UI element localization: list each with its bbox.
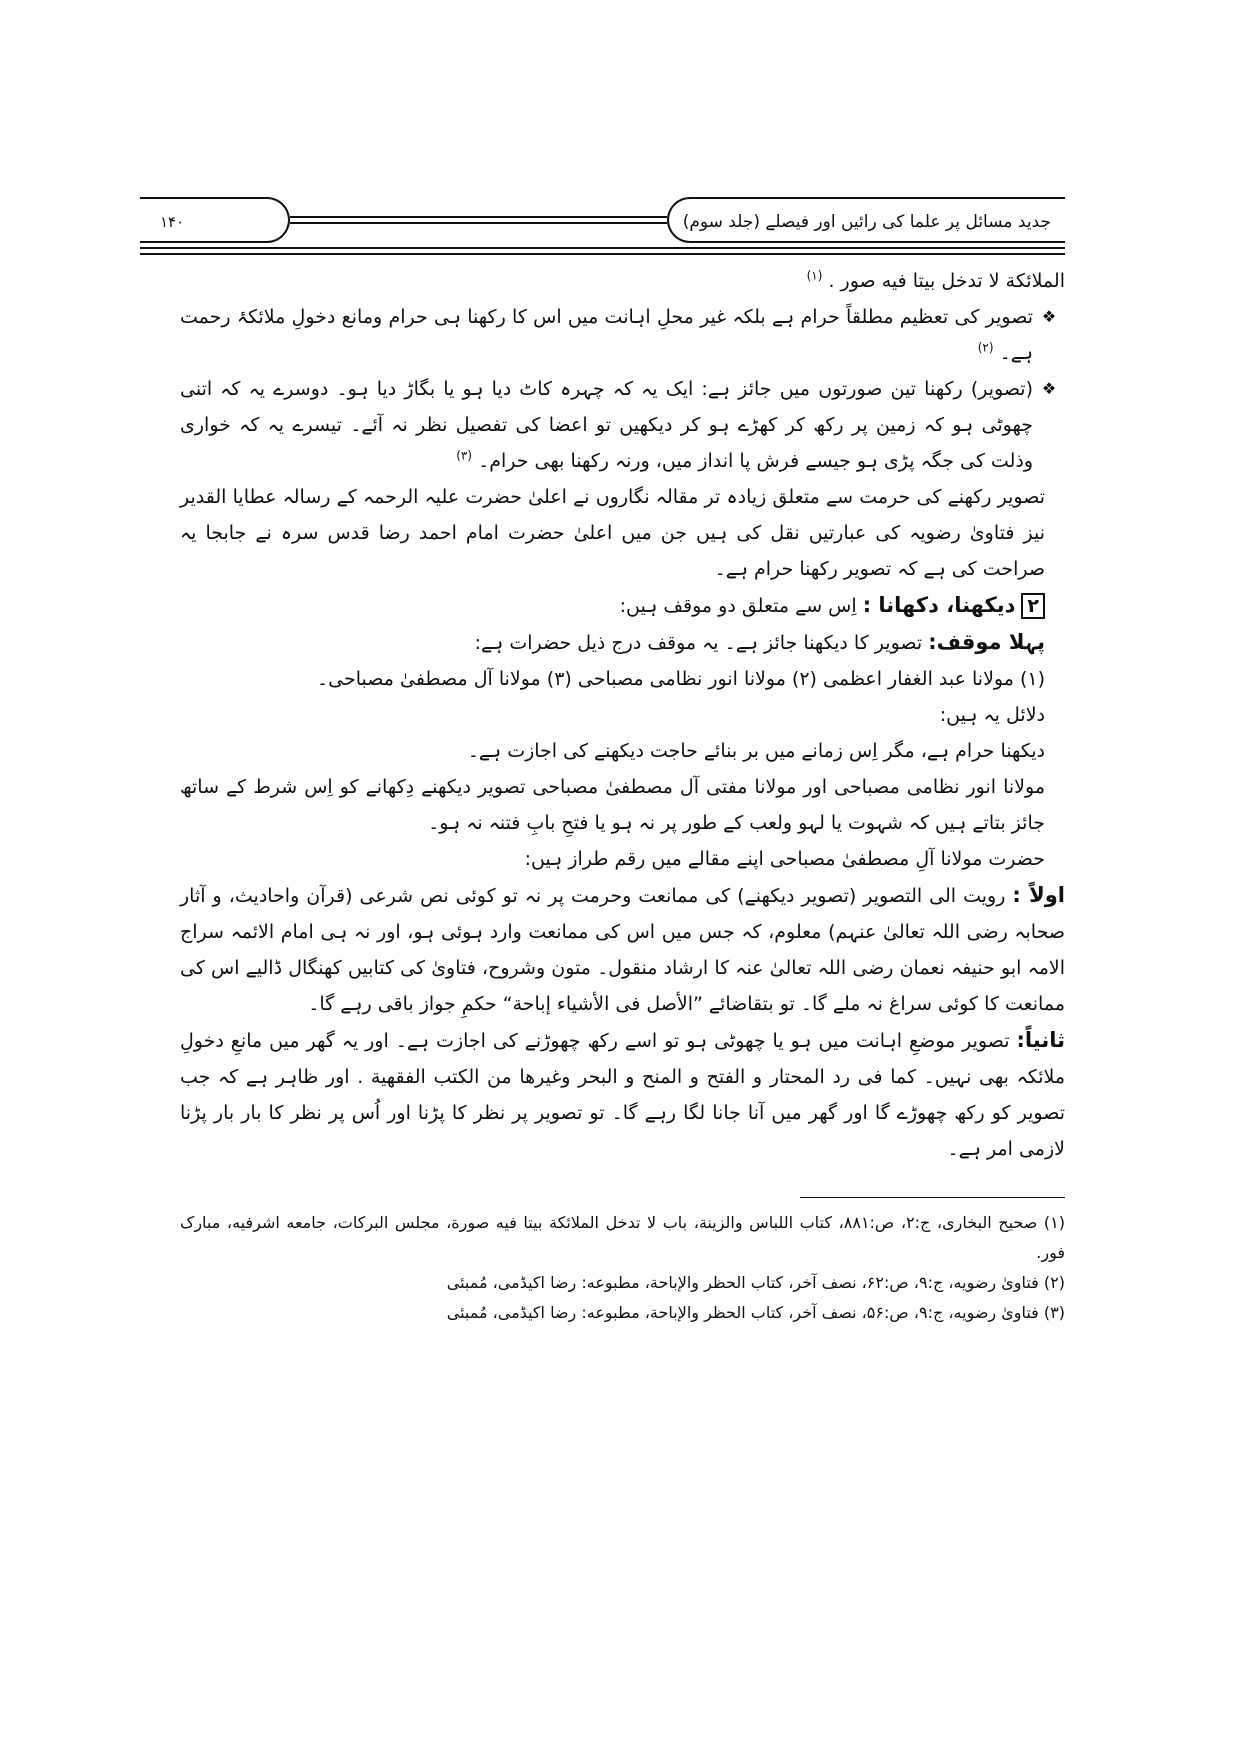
text: جب تصویر کو رکھ چھوڑے گا اور گھر میں آنا جانا لگا رہے گا۔ تو تصویر پر نظر کا پڑنا اور اُس پر نظر کا بار بار پڑنا لازمی امر ہے۔ [180, 1066, 1065, 1160]
arabic-quote: الملائکة لا تدخل بيتا فيه صور . [828, 270, 1065, 292]
footnote: (۳) فتاویٰ رضویه، ج:۹، ص:۵۶، نصف آخر، کتاب الحظر والإباحة، مطبوعه: رضا اکیڈمی، مُمبئی [446, 1303, 1065, 1322]
heading-text: اِس سے متعلق دو موقف ہیں: [619, 595, 857, 617]
text: آثار صحابہ رضی اللہ تعالیٰ عنہم) معلوم، کہ جس میں اس کی ممانعت وارد ہوئی ہو، اور نہ ہی امام الائمہ سراج الامہ ابو حنیفہ نعمان رضی اللہ تعالیٰ عنہ کا [180, 885, 1065, 979]
text: کی عبارتیں نقل کی ہیں جن میں اعلیٰ حضرت امام احمد رضا قدس سرہ نے جابجا یہ صراحت کی ہے کہ تصویر رکھنا حرام ہے۔ [180, 522, 1045, 580]
diamond-bullet-icon: ❖ [1041, 379, 1057, 398]
footnote [180, 1208, 1065, 1268]
subheading-title: پہلا موقف: [928, 630, 1045, 654]
body-text [180, 263, 1065, 1167]
point-title: ثانیاً: [1016, 1028, 1065, 1052]
running-header [140, 197, 1065, 243]
text: شہوت یا لہو ولعب کے طور پر نہ ہو یا فتحِ بابِ فتنہ نہ ہو۔ [428, 812, 903, 834]
text-line: دیکھنا حرام ہے، مگر اِس زمانے میں بر بنائے حاجت دیکھنے کی اجازت ہے۔ [467, 740, 1045, 762]
running-header-title: جدید مسائل پر علما کی رائیں اور فیصلے (جلد سوم) [667, 197, 1065, 243]
text: تصویر موضعِ اہانت میں ہو یا چھوٹی ہو تو اسے رکھ چھوڑنے کی اجازت ہے۔ اور یہ گھر میں مانعِ دخولِ ملائکہ بھی [180, 1030, 1065, 1088]
subheading [180, 624, 1065, 661]
diamond-bullet-icon: ❖ [1041, 307, 1057, 326]
text: نہیں۔ کما فی رد المحتار و الفتح و المنح و البحر وغیرها من الکتب الفقهية . اور ظاہر ہے کہ [218, 1066, 972, 1088]
text: مولانا انور نظامی مصباحی اور مولانا مفتی آل مصطفیٰ مصباحی تصویر دیکھنے دِکھانے کو اِس شرط کے ساتھ جائز بتاتے ہیں کہ [180, 776, 1045, 834]
footnote-separator [800, 1197, 1065, 1198]
text: (۱) صحيح البخاری، ج:۲، ص:۸۸۱، کتاب اللباس والزينة، باب لا تدخل الملائکة بيتا فيه صورة، [446, 1213, 1066, 1232]
text: مجلس البرکات، جامعه اشرفيه، مبارک فور. [180, 1213, 1065, 1262]
point-title: اولاً : [1012, 883, 1065, 907]
text: فرش پا انداز میں، ورنہ رکھنا بھی حرام۔ [478, 450, 800, 472]
footnote: (۲) فتاویٰ رضویه، ج:۹، ص:۶۲، نصف آخر، کتاب الحظر والإباحة، مطبوعه: رضا اکیڈمی، مُمبئی [446, 1273, 1065, 1292]
paragraph [180, 1022, 1065, 1167]
footnote-ref: (۳) [456, 448, 473, 463]
paragraph [180, 877, 1065, 1022]
header-bottom-rule [140, 247, 1065, 255]
text: تصویر کی تعظیم مطلقاً حرام ہے بلکہ غیر محلِ اہانت میں اس کا رکھنا ہی حرام ومانع دخولِ ملائکۂ رحمت ہے۔ [180, 306, 1033, 364]
paragraph [180, 769, 1065, 841]
text: فی الأشیاء إباحة“ حکمِ جواز باقی رہے گا۔ [308, 993, 641, 1015]
text-line: حضرت مولانا آلِ مصطفیٰ مصباحی اپنے مقالے میں رقم طراز ہیں: [524, 848, 1045, 870]
text: زمین پر رکھ کر کھڑے ہو کر دیکھیں تو اعضا کی تفصیل نظر نہ آئے۔ تیسرے یہ کہ خواری وذلت کی جگہ پڑی ہو جیسے [180, 414, 1033, 472]
section-number: ۲ [1021, 593, 1045, 619]
bullet-text [180, 299, 1033, 371]
page-number: ۱۴۰ [140, 197, 290, 243]
paragraph [180, 479, 1065, 587]
text-line: (۱) مولانا عبد الغفار اعظمی (۲) مولانا انور نظامی مصباحی (۳) مولانا آل مصطفیٰ مصباحی۔ [317, 668, 1045, 690]
section-heading [180, 587, 1065, 624]
text: (تصویر) رکھنا تین صورتوں میں جائز ہے: ایک یہ کہ چہرہ کاٹ دیا ہو یا بگاڑ دیا ہو۔ دوسرے یہ کہ اتنی چھوٹی ہو کہ [180, 378, 1033, 436]
text-line [180, 263, 1065, 299]
text: ارشاد منقول۔ متون وشروح، فتاویٰ کی کتابیں کھنگال ڈالیے اس کی ممانعت کا کوئی سراغ نہ ملے گا۔ تو بتقاضائے ”الأصل [180, 957, 1065, 1015]
footnote-ref: (۱) [806, 268, 823, 283]
text-line: دلائل یہ ہیں: [939, 704, 1045, 726]
bullet-text [180, 371, 1033, 479]
footnotes [180, 1208, 1065, 1328]
footnote-ref: (۲) [977, 340, 994, 355]
bullet-item [180, 371, 1065, 479]
subheading-text: تصویر کا دیکھنا جائز ہے۔ یہ موقف درج ذیل حضرات ہے: [474, 632, 923, 654]
bullet-item [180, 299, 1065, 371]
heading-title: دیکھنا، دکھانا : [862, 593, 1016, 617]
text: رویت الی التصویر (تصویر دیکھنے) کی ممانعت وحرمت پر نہ تو کوئی نص شرعی (قرآن واحادیث، و [212, 885, 1006, 907]
text: تصویر رکھنے کی حرمت سے متعلق زیادہ تر مقالہ نگاروں نے اعلیٰ حضرت علیہ الرحمہ کے رسالہ عطایا القدیر نیز فتاویٰ رضویہ [180, 486, 1045, 544]
header-double-rule [290, 216, 667, 224]
